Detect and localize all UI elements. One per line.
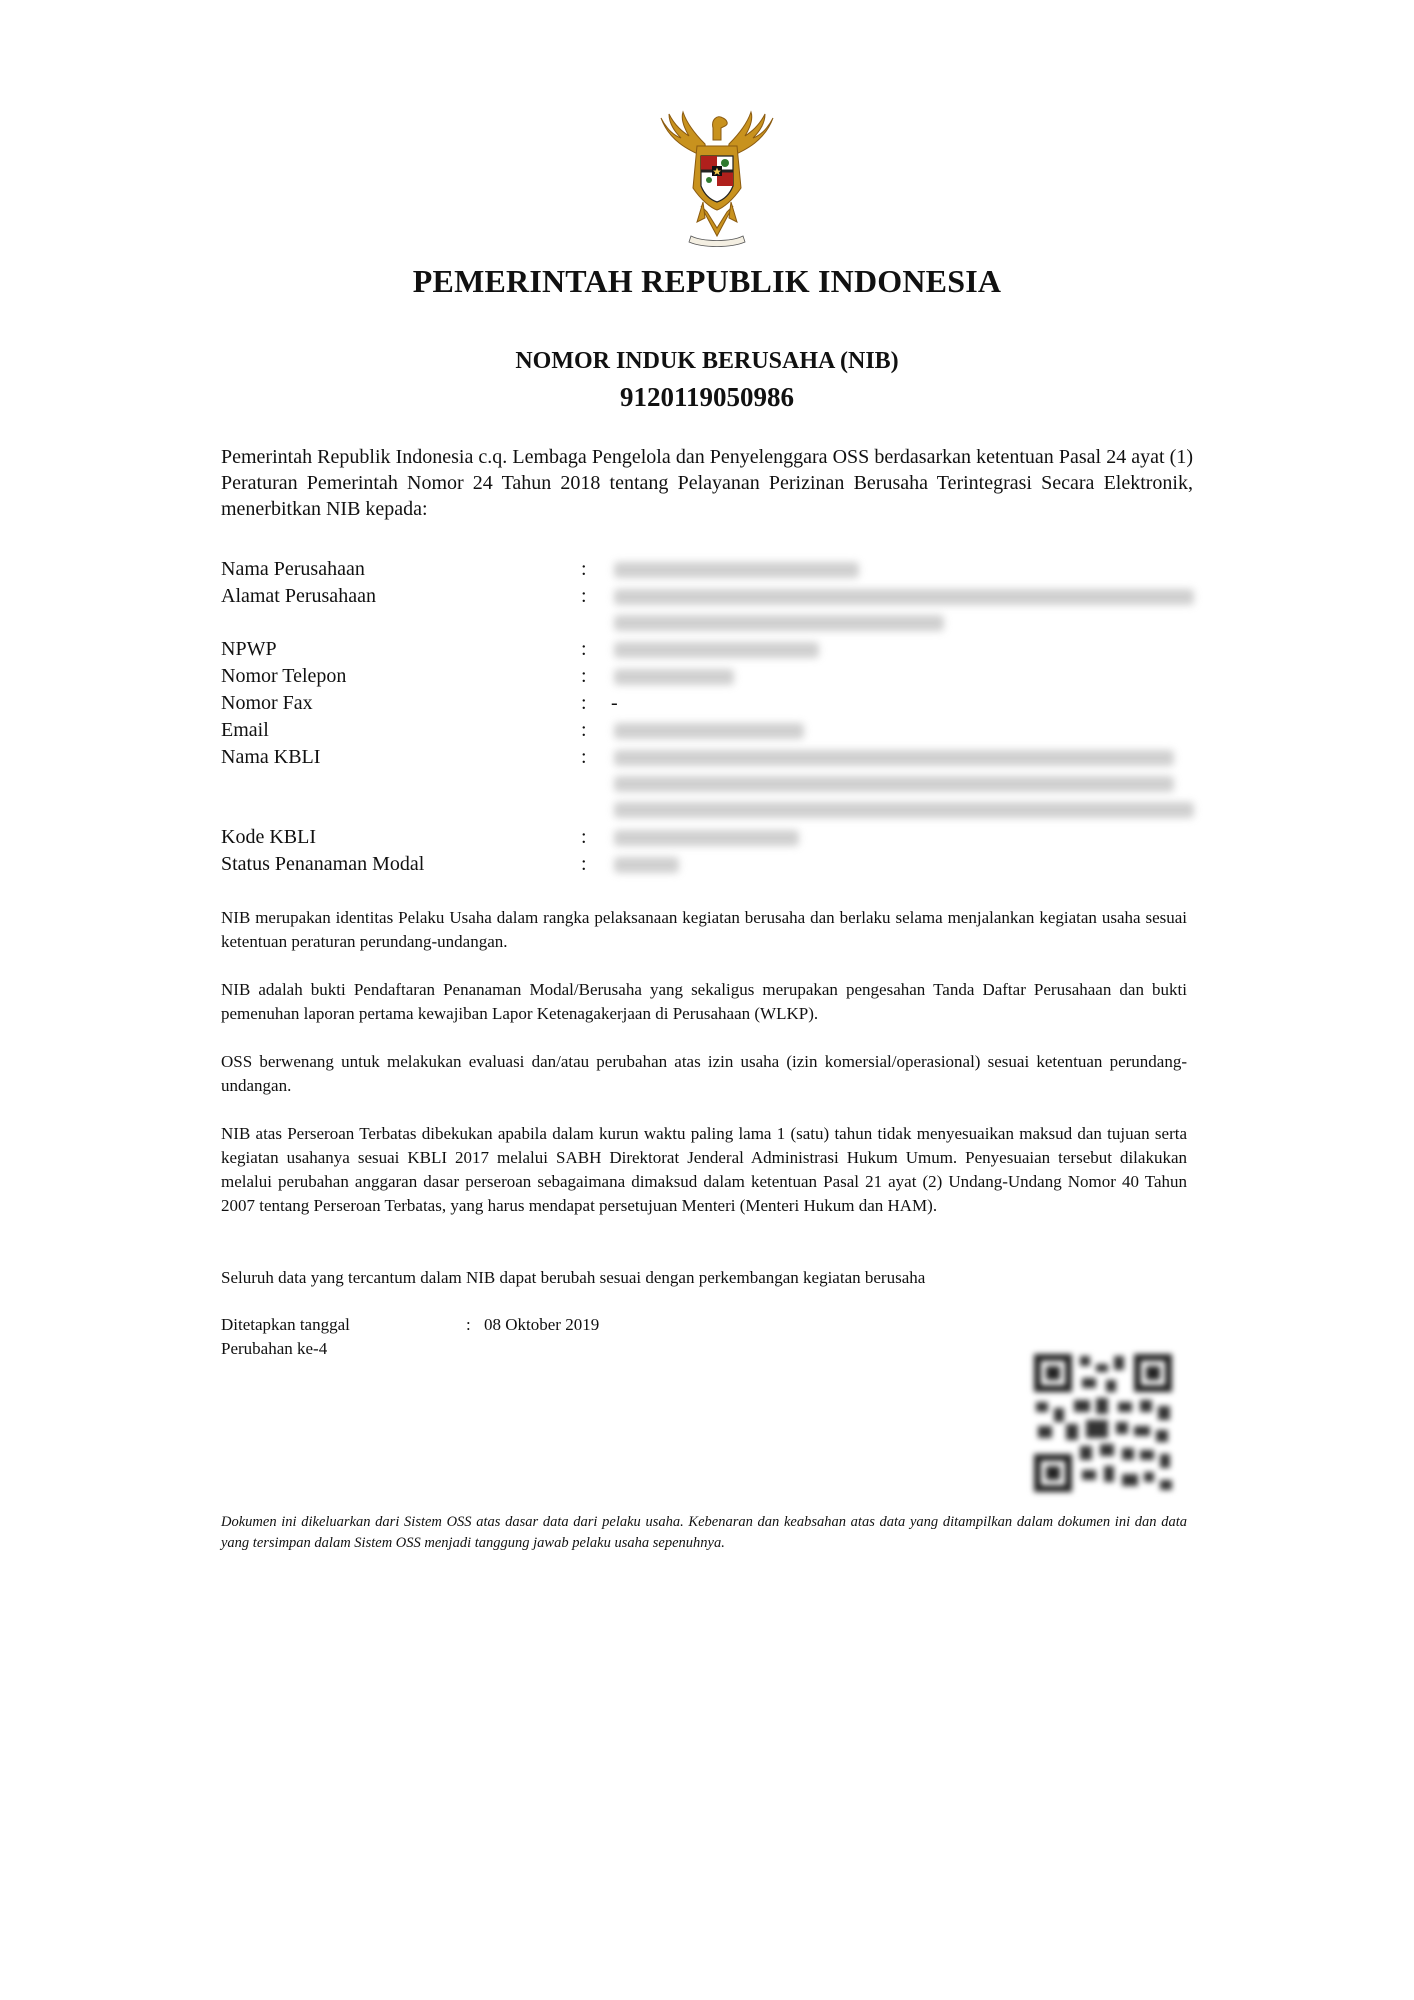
redacted-value [614,589,1194,605]
field-kbli-name [221,744,1201,824]
field-investment-status [221,851,1201,878]
company-fields [221,556,1201,878]
field-npwp [221,636,1201,663]
field-label: NPWP [221,638,277,660]
paragraph-oss-authority: OSS berwenang untuk melakukan evaluasi dan/atau perubahan atas izin usaha (izin komersial/operasional) sesuai ketentuan perundang-undangan. [221,1052,1187,1095]
field-colon: : [581,665,587,687]
field-colon: : [581,585,587,607]
paragraph-identity: NIB merupakan identitas Pelaku Usaha dalam rangka pelaksanaan kegiatan berusaha dan berlaku selama menjalankan kegiatan usaha sesuai ketentuan peraturan perundang-undangan. [221,908,1187,951]
redacted-value [614,669,734,685]
garuda-emblem-icon [657,110,777,252]
revision-label: Perubahan ke-4 [221,1339,328,1358]
issued-date: 08 Oktober 2019 [484,1315,600,1334]
field-company-name [221,556,1201,583]
disclaimer-footnote: Dokumen ini dikeluarkan dari Sistem OSS atas dasar data dari pelaku usaha. Kebenaran dan keabsahan atas data yang ditampilkan dalam dokumen ini dan data yang tersimpan dalam Sistem OSS menjadi tanggung jawab pelaku usaha sepenuhnya. [221,1514,1187,1551]
qr-code-icon [1030,1350,1176,1496]
field-kbli-code [221,824,1201,851]
field-label: Kode KBLI [221,826,316,848]
field-phone [221,663,1201,690]
field-company-address [221,583,1201,636]
issued-block [221,1313,721,1361]
field-colon: : [581,853,587,875]
field-colon: : [581,719,587,741]
field-fax [221,690,1201,717]
field-label: Email [221,719,269,741]
field-label: Nomor Telepon [221,665,347,687]
issued-date-row [221,1313,721,1337]
paragraph-freeze: NIB atas Perseroan Terbatas dibekukan apabila dalam kurun waktu paling lama 1 (satu) tahun tidak menyesuaikan maksud dan tujuan serta kegiatan usahanya sesuai KBLI 2017 melalui SABH Direktorat Jenderal Administrasi Hukum Umum. Penyesuaian tersebut dilakukan melalui perubahan anggaran dasar perseroan sebagaimana dimaksud dalam ketentuan Pasal 21 ayat (2) Undang-Undang Nomor 40 Tahun 2007 tentang Perseroan Terbatas, yang harus mendapat persetujuan Menteri (Menteri Hukum dan HAM). [221,1124,1187,1215]
redacted-value [614,776,1174,792]
redacted-value [614,562,859,578]
field-colon: : [581,692,587,714]
field-colon: : [581,746,587,768]
document-title: NOMOR INDUK BERUSAHA (NIB) [515,348,899,374]
field-label: Nama KBLI [221,746,321,768]
field-colon: : [581,558,587,580]
paragraph-data-change: Seluruh data yang tercantum dalam NIB dapat berubah sesuai dengan perkembangan kegiatan berusaha [221,1268,926,1287]
intro-paragraph: Pemerintah Republik Indonesia c.q. Lembaga Pengelola dan Penyelenggara OSS berdasarkan ketentuan Pasal 24 ayat (1) Peraturan Pemerintah Nomor 24 Tahun 2018 tentang Pelayanan Perizinan Berusaha Terintegrasi Secara Elektronik, menerbitkan NIB kepada: [221,446,1193,520]
redacted-value [614,802,1194,818]
field-label: Nama Perusahaan [221,558,365,580]
field-colon: : [581,638,587,660]
issued-label: Ditetapkan tanggal [221,1315,350,1334]
nib-number: 9120119050986 [619,382,794,412]
field-label: Nomor Fax [221,692,313,714]
issued-colon: : [466,1315,471,1334]
field-label: Alamat Perusahaan [221,585,376,607]
government-title: PEMERINTAH REPUBLIK INDONESIA [412,263,1002,299]
redacted-value [614,830,799,846]
redacted-value [614,857,679,873]
redacted-value [614,615,944,631]
redacted-value [614,723,804,739]
field-email [221,717,1201,744]
field-label: Status Penanaman Modal [221,853,425,875]
field-colon: : [581,826,587,848]
redacted-value [614,750,1174,766]
redacted-value [614,642,819,658]
field-value: - [611,692,618,714]
paragraph-registration: NIB adalah bukti Pendaftaran Penanaman Modal/Berusaha yang sekaligus merupakan pengesahan Tanda Daftar Perusahaan dan bukti pemenuhan laporan pertama kewajiban Lapor Ketenagakerjaan di Perusahaan (WLKP). [221,980,1187,1023]
revision-row [221,1337,721,1361]
